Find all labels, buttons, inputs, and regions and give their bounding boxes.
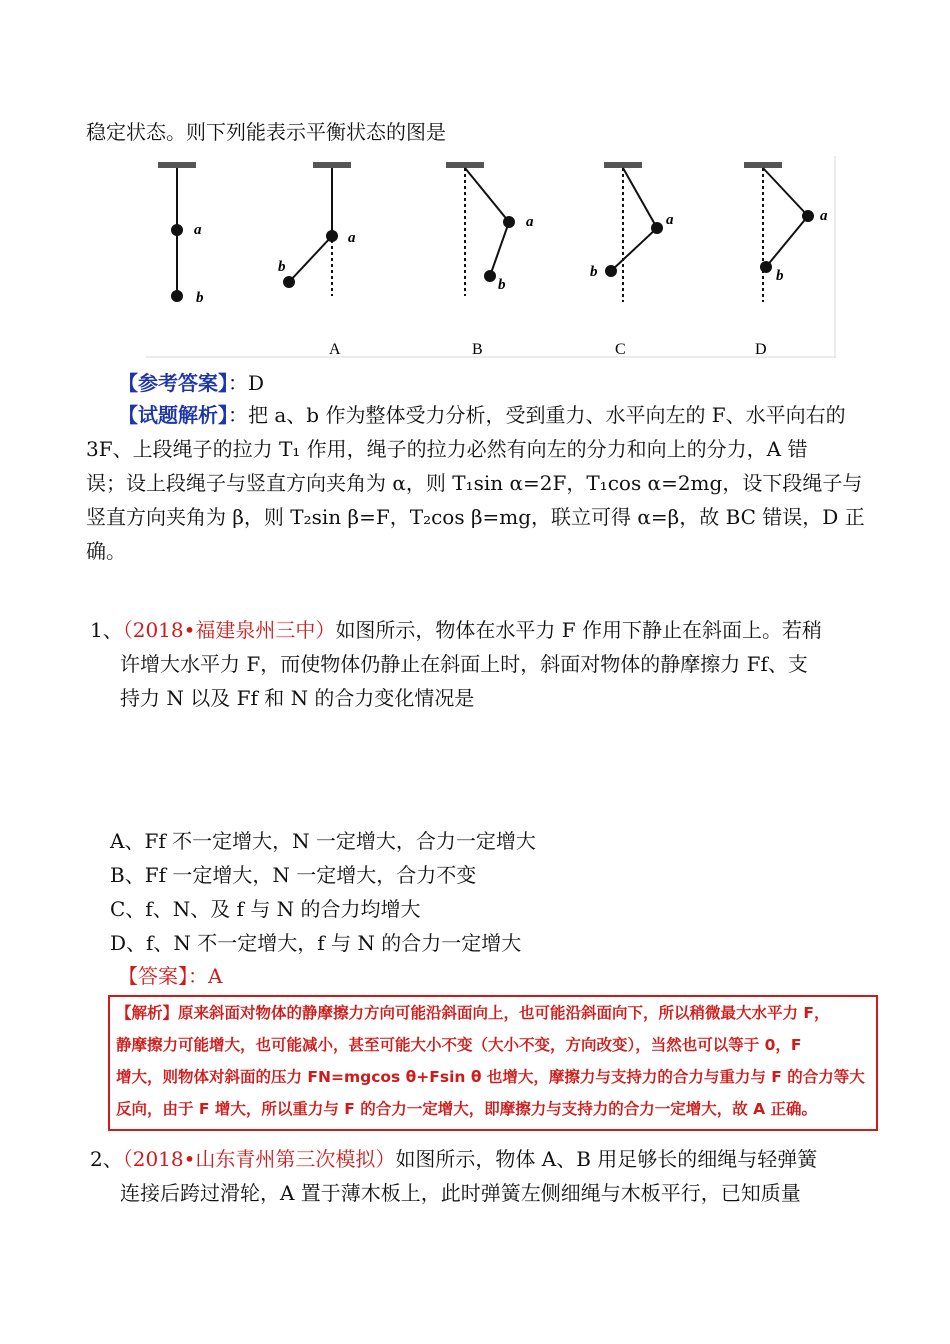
label-a: a: [526, 214, 534, 230]
q0-analysis-label: 【试题解析】: [118, 403, 228, 427]
q1-analysis-line-4: 反向，由于 F 增大，所以重力与 F 的合力一定增大，即摩擦力与支持力的合力一定增大，故 A 正确。: [116, 1100, 818, 1118]
diagram-B: [446, 162, 534, 358]
diagram-A: [278, 162, 356, 358]
q1-option-B: B、Ff 一定增大，N 一定增大，合力不变: [110, 863, 477, 887]
label-a: a: [348, 230, 356, 246]
pendulum-figure: [146, 156, 836, 358]
q1-source: （2018•福建泉州三中）: [122, 618, 336, 642]
q1-analysis-line-3: 增大，则物体对斜面的压力 FN=mgcos θ+Fsin θ 也增大，摩擦力与支持力的合力与重力与 F 的合力等大: [116, 1068, 865, 1086]
q0-intro: 稳定状态。则下列能表示平衡状态的图是: [86, 120, 446, 144]
label-a: a: [666, 212, 674, 228]
q1-answer-label: 【答案】: [118, 964, 188, 988]
q2-source: （2018•山东青州第三次模拟）: [122, 1147, 396, 1171]
label-b: b: [498, 277, 506, 293]
q2-number: 2、: [90, 1147, 123, 1171]
q1-analysis-line-2: 静摩擦力可能增大，也可能减小，甚至可能大小不变（大小不变，方向改变），当然也可以等于 0，F: [116, 1036, 802, 1054]
option-label-A: A: [329, 341, 341, 358]
q1-number: 1、: [90, 618, 123, 642]
q0-answer-value: ：D: [228, 371, 265, 395]
option-label-C: C: [615, 341, 626, 358]
option-label-B: B: [472, 341, 483, 358]
q0-answer: [118, 369, 264, 397]
q2-stem-line-1: [90, 1145, 817, 1173]
label-b: b: [590, 264, 598, 280]
label-a: a: [194, 222, 202, 238]
q1-stem-line-2: 许增大水平力 F，而使物体仍静止在斜面上时，斜面对物体的静摩擦力 Ff、支: [120, 652, 808, 676]
q1-stem-line-3: 持力 N 以及 Ff 和 N 的合力变化情况是: [120, 686, 475, 710]
diagram-C: [590, 162, 674, 358]
diagram-D: [744, 162, 828, 358]
q1-stem-text: 如图所示，物体在水平力 F 作用下静止在斜面上。若稍: [335, 618, 823, 642]
q1-option-A: A、Ff 不一定增大，N 一定增大，合力一定增大: [110, 829, 536, 853]
q1-stem-line-1: [90, 616, 822, 644]
q0-analysis-line-3: 误；设上段绳子与竖直方向夹角为 α，则 T₁sin α=2F，T₁cos α=2mg，设下段绳子与: [86, 471, 863, 495]
q1-option-C: C、f、N、及 f 与 N 的合力均增大: [110, 897, 421, 921]
q0-analysis-line-1: [118, 401, 846, 429]
q0-answer-label: 【参考答案】: [118, 371, 228, 395]
q0-analysis-text: ：把 a、b 作为整体受力分析，受到重力、水平向左的 F、水平向右的: [228, 403, 846, 427]
q0-analysis-line-2: 3F、上段绳子的拉力 T₁ 作用，绳子的拉力必然有向左的分力和向上的分力，A 错: [86, 437, 808, 461]
option-label-D: D: [755, 341, 767, 358]
diagram-original: [158, 162, 204, 306]
q0-analysis-line-5: 确。: [86, 539, 126, 563]
q1-answer-value: ：A: [188, 964, 223, 988]
label-b: b: [776, 268, 784, 284]
q0-analysis-line-4: 竖直方向夹角为 β，则 T₂sin β=F，T₂cos β=mg，联立可得 α=β，故 BC 错误，D 正: [86, 505, 865, 529]
q1-analysis-line-1: 【解析】原来斜面对物体的静摩擦力方向可能沿斜面向上，也可能沿斜面向下，所以稍微最大水平力 F，: [116, 1004, 830, 1022]
q2-stem-line-2: 连接后跨过滑轮，A 置于薄木板上，此时弹簧左侧细绳与木板平行，已知质量: [120, 1181, 801, 1205]
q1-option-D: D、f、N 不一定增大，f 与 N 的合力一定增大: [110, 931, 522, 955]
label-b: b: [278, 259, 286, 275]
q2-stem-text: 如图所示，物体 A、B 用足够长的细绳与轻弹簧: [395, 1147, 818, 1171]
q1-answer: [118, 962, 222, 990]
q1-analysis-box: [108, 995, 878, 1131]
label-a: a: [820, 208, 828, 224]
label-b: b: [196, 290, 204, 306]
